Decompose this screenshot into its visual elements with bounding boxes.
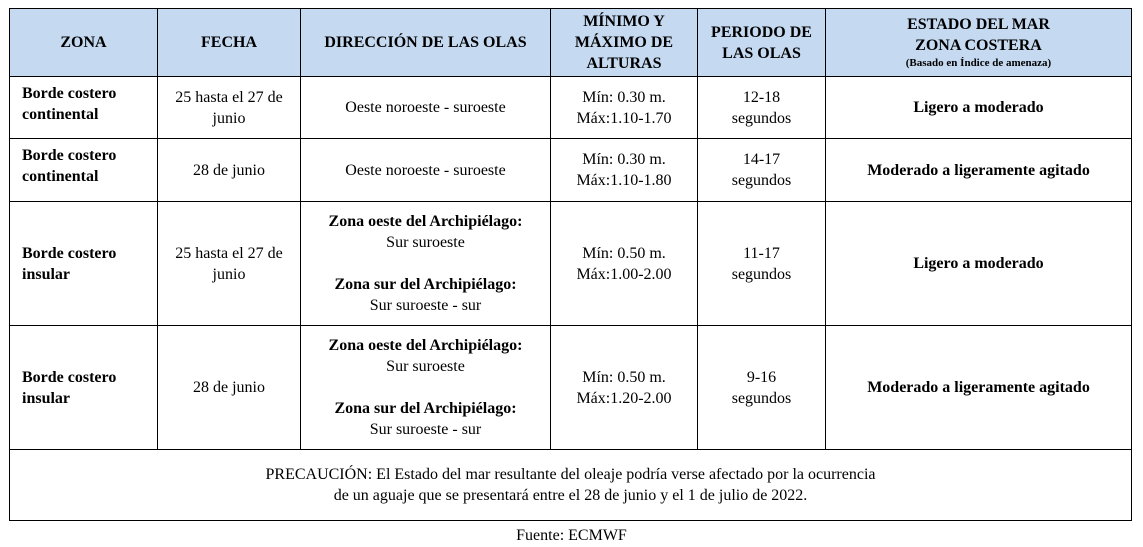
estado-cell: Moderado a ligeramente agitado [826,326,1132,450]
dir-sur-title: Zona sur del Archipiélago: [334,276,517,293]
min-value: Mín: 0.50 m. [582,244,666,262]
periodo-range: 12-18 [742,88,781,106]
zona-line1: Borde costero [22,368,117,386]
source-caption: Fuente: ECMWF [516,527,627,544]
fecha-cell [158,202,301,326]
dir-oeste-value: Sur suroeste [386,358,465,375]
header-estado [826,9,1132,77]
header-minmax-line3: ALTURAS [586,55,662,72]
estado-cell: Moderado a ligeramente agitado [826,139,1132,202]
estado-cell: Ligero a moderado [826,202,1132,326]
periodo-range: 14-17 [742,151,781,168]
periodo-unit: segundos [731,109,792,127]
zona-cell [10,326,158,450]
max-value: Máx:1.20-2.00 [576,389,672,407]
fecha-cell: 28 de junio [158,326,301,450]
zona-line2: insular [22,265,71,283]
zona-line2: continental [22,168,99,185]
dir-sur-title: Zona sur del Archipiélago: [334,400,517,417]
periodo-cell [698,202,826,326]
alturas-cell [551,326,698,450]
table-row [10,326,1132,450]
estado-cell: Ligero a moderado [826,77,1132,139]
header-direccion: DIRECCIÓN DE LAS OLAS [301,9,551,77]
zona-cell [10,202,158,326]
periodo-cell [698,77,826,139]
periodo-unit: segundos [731,389,792,407]
header-estado-line1: ESTADO DEL MAR [907,16,1050,33]
periodo-cell [698,139,826,202]
periodo-unit: segundos [731,172,792,189]
zona-line2: insular [22,389,71,407]
header-periodo-line2: LAS OLAS [722,44,801,62]
direccion-cell: Oeste noroeste - suroeste [301,77,551,139]
caution-line2: de un aguaje que se presentará entre el 28 de junio y el 1 de julio de 2022. [333,487,808,504]
direccion-cell [301,326,551,450]
dir-sur-value: Sur suroeste - sur [369,297,482,314]
header-minmax-line1: MÍNIMO Y [583,13,665,30]
max-value: Máx:1.10-1.70 [576,109,672,127]
zona-line1: Borde costero [22,85,117,102]
header-zona: ZONA [10,9,158,77]
periodo-unit: segundos [731,265,792,283]
table-row [10,139,1132,202]
header-minmax [551,9,698,77]
fecha-line2: junio [212,265,246,283]
periodo-range: 11-17 [743,244,780,262]
table-row [10,77,1132,139]
spacer [305,253,546,274]
header-minmax-line2: MÁXIMO DE [574,34,674,51]
dir-oeste-title: Zona oeste del Archipiélago: [328,337,523,354]
zona-line1: Borde costero [22,147,117,164]
header-periodo [698,9,826,77]
fecha-line1: 25 hasta el 27 de [175,88,283,106]
dir-sur-value: Sur suroeste - sur [369,421,482,438]
min-value: Mín: 0.30 m. [582,151,666,168]
header-estado-subtitle: (Basado en Índice de amenaza) [905,57,1052,69]
periodo-range: 9-16 [746,368,777,386]
caution-line1: PRECAUCIÓN: El Estado del mar resultante del oleaje podría verse afectado por la ocurrencia [265,466,876,483]
caution-row [10,450,1132,521]
fecha-cell [158,77,301,139]
min-value: Mín: 0.50 m. [582,368,666,386]
zona-cell [10,139,158,202]
alturas-cell [551,139,698,202]
header-fecha: FECHA [158,9,301,77]
direccion-cell [301,202,551,326]
caution-note [10,450,1132,521]
fecha-line2: junio [212,109,246,127]
periodo-cell [698,326,826,450]
sea-state-table [9,8,1132,521]
spacer [305,377,546,398]
fecha-cell: 28 de junio [158,139,301,202]
header-periodo-line1: PERIODO DE [711,23,812,41]
zona-line2: continental [22,106,99,123]
alturas-cell [551,77,698,139]
max-value: Máx:1.00-2.00 [576,265,672,283]
min-value: Mín: 0.30 m. [582,88,666,106]
direccion-cell: Oeste noroeste - suroeste [301,139,551,202]
header-estado-line2: ZONA COSTERA [915,37,1042,54]
dir-oeste-value: Sur suroeste [386,234,465,251]
alturas-cell [551,202,698,326]
max-value: Máx:1.10-1.80 [576,172,672,189]
header-row [10,9,1132,77]
dir-oeste-title: Zona oeste del Archipiélago: [328,213,523,230]
fecha-line1: 25 hasta el 27 de [175,244,283,262]
table-row [10,202,1132,326]
zona-line1: Borde costero [22,244,117,262]
zona-cell [10,77,158,139]
